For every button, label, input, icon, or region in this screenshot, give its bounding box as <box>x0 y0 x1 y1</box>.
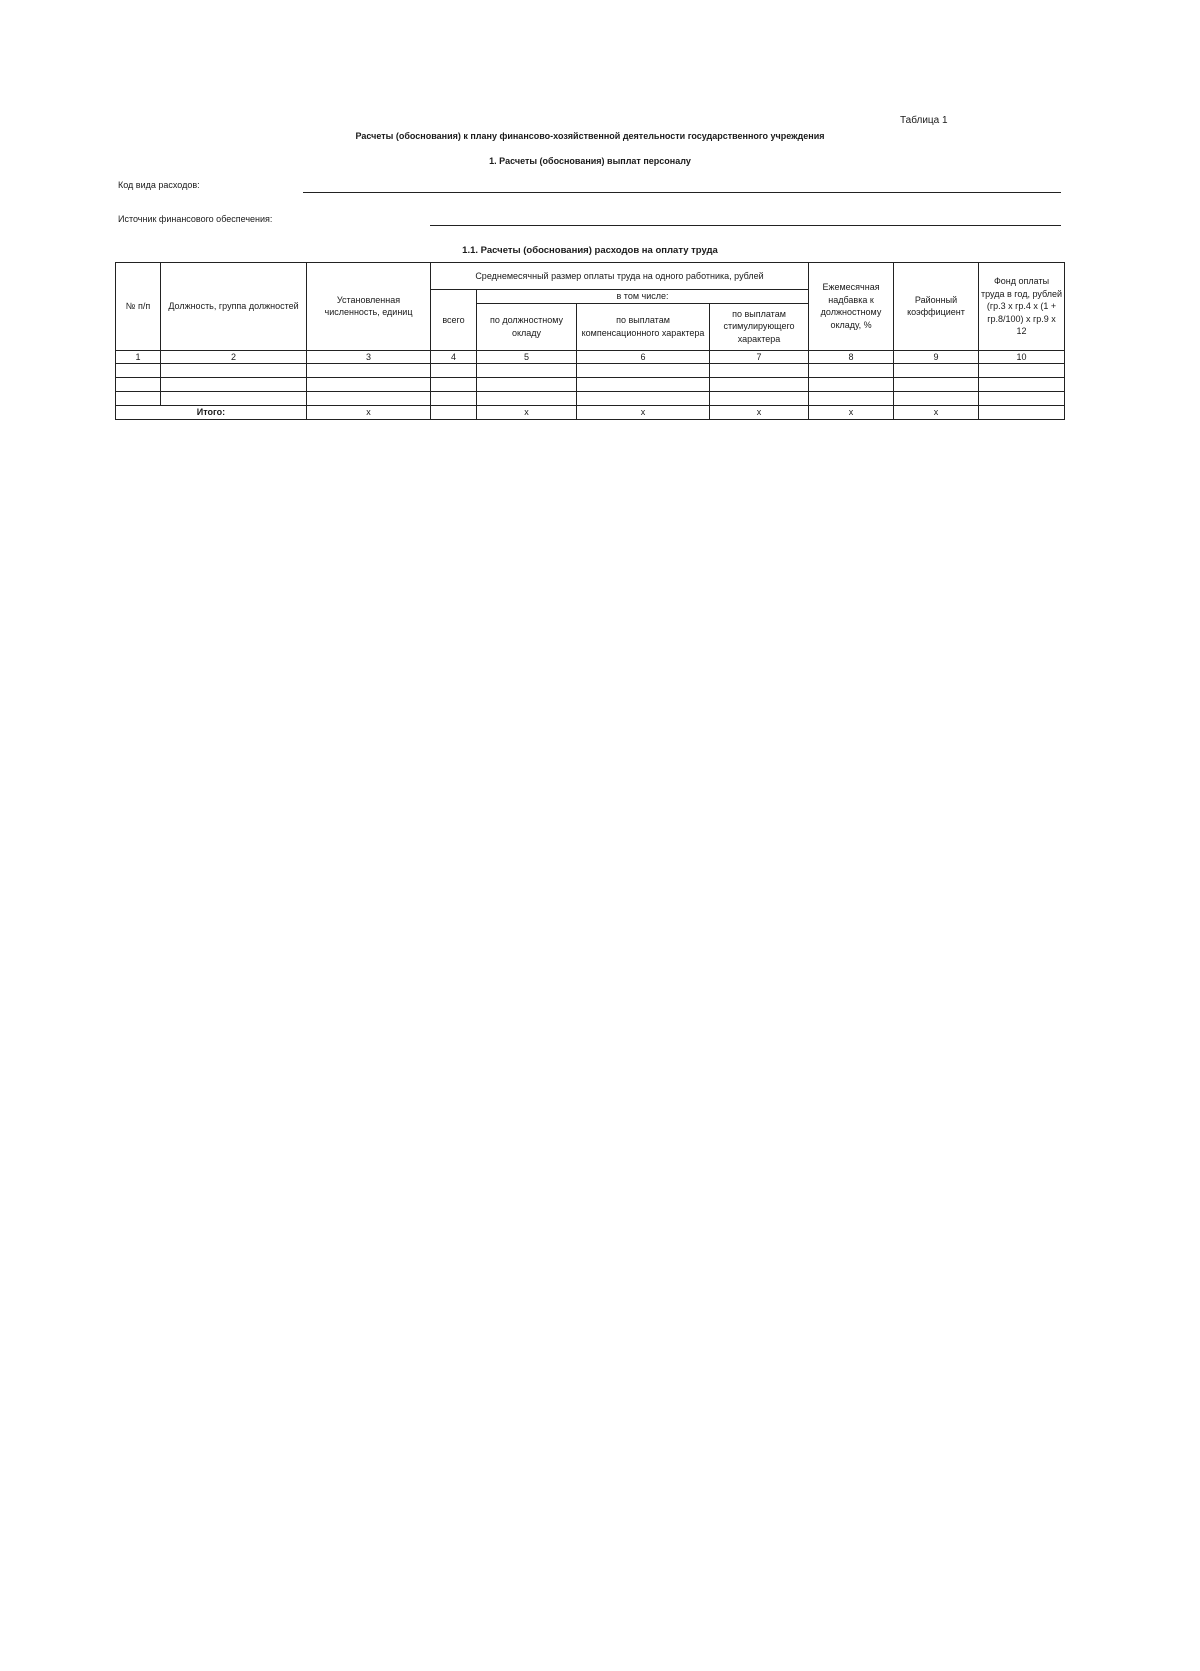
table-cell[interactable] <box>477 378 577 392</box>
column-number-row <box>116 350 1065 364</box>
table-cell[interactable] <box>307 364 431 378</box>
table-cell[interactable] <box>979 364 1065 378</box>
table-cell[interactable] <box>161 378 307 392</box>
header-staff-count: Установленная численность, единиц <box>307 263 431 351</box>
total-cell-fund[interactable] <box>979 406 1065 420</box>
table-cell[interactable] <box>431 364 477 378</box>
table-cell[interactable] <box>116 364 161 378</box>
column-number: 7 <box>710 350 809 364</box>
header-regional-coef: Районный коэффициент <box>894 263 979 351</box>
header-monthly-bonus: Ежемесячная надбавка к должностному окладу, % <box>809 263 894 351</box>
table-cell[interactable] <box>431 392 477 406</box>
table-cell[interactable] <box>577 364 710 378</box>
column-number: 8 <box>809 350 894 364</box>
table-cell[interactable] <box>809 378 894 392</box>
column-number: 2 <box>161 350 307 364</box>
header-incentive: по выплатам стимулирующего характера <box>710 303 809 350</box>
table-cell[interactable] <box>431 378 477 392</box>
header-including: в том числе: <box>477 290 809 304</box>
total-cell-total[interactable] <box>431 406 477 420</box>
table-cell[interactable] <box>477 392 577 406</box>
expense-code-field <box>303 192 1061 193</box>
header-compensation: по выплатам компенсационного характера <box>577 303 710 350</box>
table-cell[interactable] <box>307 392 431 406</box>
table-cell[interactable] <box>477 364 577 378</box>
column-number: 4 <box>431 350 477 364</box>
table-cell[interactable] <box>116 392 161 406</box>
table-row <box>116 364 1065 378</box>
table-cell[interactable] <box>577 378 710 392</box>
funding-source-field <box>430 225 1061 226</box>
table-cell[interactable] <box>809 392 894 406</box>
total-cell-regional: x <box>894 406 979 420</box>
document-title: Расчеты (обоснования) к плану финансово-хозяйственной деятельности государственного учреждения <box>355 131 825 141</box>
total-row <box>116 406 1065 420</box>
column-number: 1 <box>116 350 161 364</box>
total-cell-staff: x <box>307 406 431 420</box>
table-row <box>116 392 1065 406</box>
table-cell[interactable] <box>710 392 809 406</box>
payroll-table <box>115 262 1065 420</box>
total-cell-incentive: x <box>710 406 809 420</box>
table-cell[interactable] <box>116 378 161 392</box>
table-cell[interactable] <box>979 378 1065 392</box>
table-cell[interactable] <box>161 392 307 406</box>
table-cell[interactable] <box>710 364 809 378</box>
column-number: 6 <box>577 350 710 364</box>
table-cell[interactable] <box>809 364 894 378</box>
header-avg-salary: Среднемесячный размер оплаты труда на одного работника, рублей <box>431 263 809 290</box>
table-cell[interactable] <box>894 392 979 406</box>
header-num: № п/п <box>116 263 161 351</box>
table-cell[interactable] <box>979 392 1065 406</box>
funding-source-label: Источник финансового обеспечения: <box>118 214 273 224</box>
table-cell[interactable] <box>577 392 710 406</box>
table-number-label: Таблица 1 <box>900 115 948 126</box>
table-cell[interactable] <box>710 378 809 392</box>
table-cell[interactable] <box>894 364 979 378</box>
header-total: всего <box>431 290 477 351</box>
header-position: Должность, группа должностей <box>161 263 307 351</box>
header-annual-fund: Фонд оплаты труда в год, рублей (гр.3 x гр.4 x (1 + гр.8/100) x гр.9 x 12 <box>979 263 1065 351</box>
table-cell[interactable] <box>161 364 307 378</box>
table-cell[interactable] <box>307 378 431 392</box>
subsection-title: 1.1. Расчеты (обоснования) расходов на оплату труда <box>462 245 718 256</box>
table-row <box>116 378 1065 392</box>
column-number: 10 <box>979 350 1065 364</box>
column-number: 5 <box>477 350 577 364</box>
header-base-salary: по должностному окладу <box>477 303 577 350</box>
expense-code-label: Код вида расходов: <box>118 180 200 190</box>
total-cell-compensation: x <box>577 406 710 420</box>
column-number: 3 <box>307 350 431 364</box>
total-cell-bonus: x <box>809 406 894 420</box>
total-label: Итого: <box>116 406 307 420</box>
section-title: 1. Расчеты (обоснования) выплат персоналу <box>489 156 691 166</box>
total-cell-base: x <box>477 406 577 420</box>
column-number: 9 <box>894 350 979 364</box>
table-cell[interactable] <box>894 378 979 392</box>
